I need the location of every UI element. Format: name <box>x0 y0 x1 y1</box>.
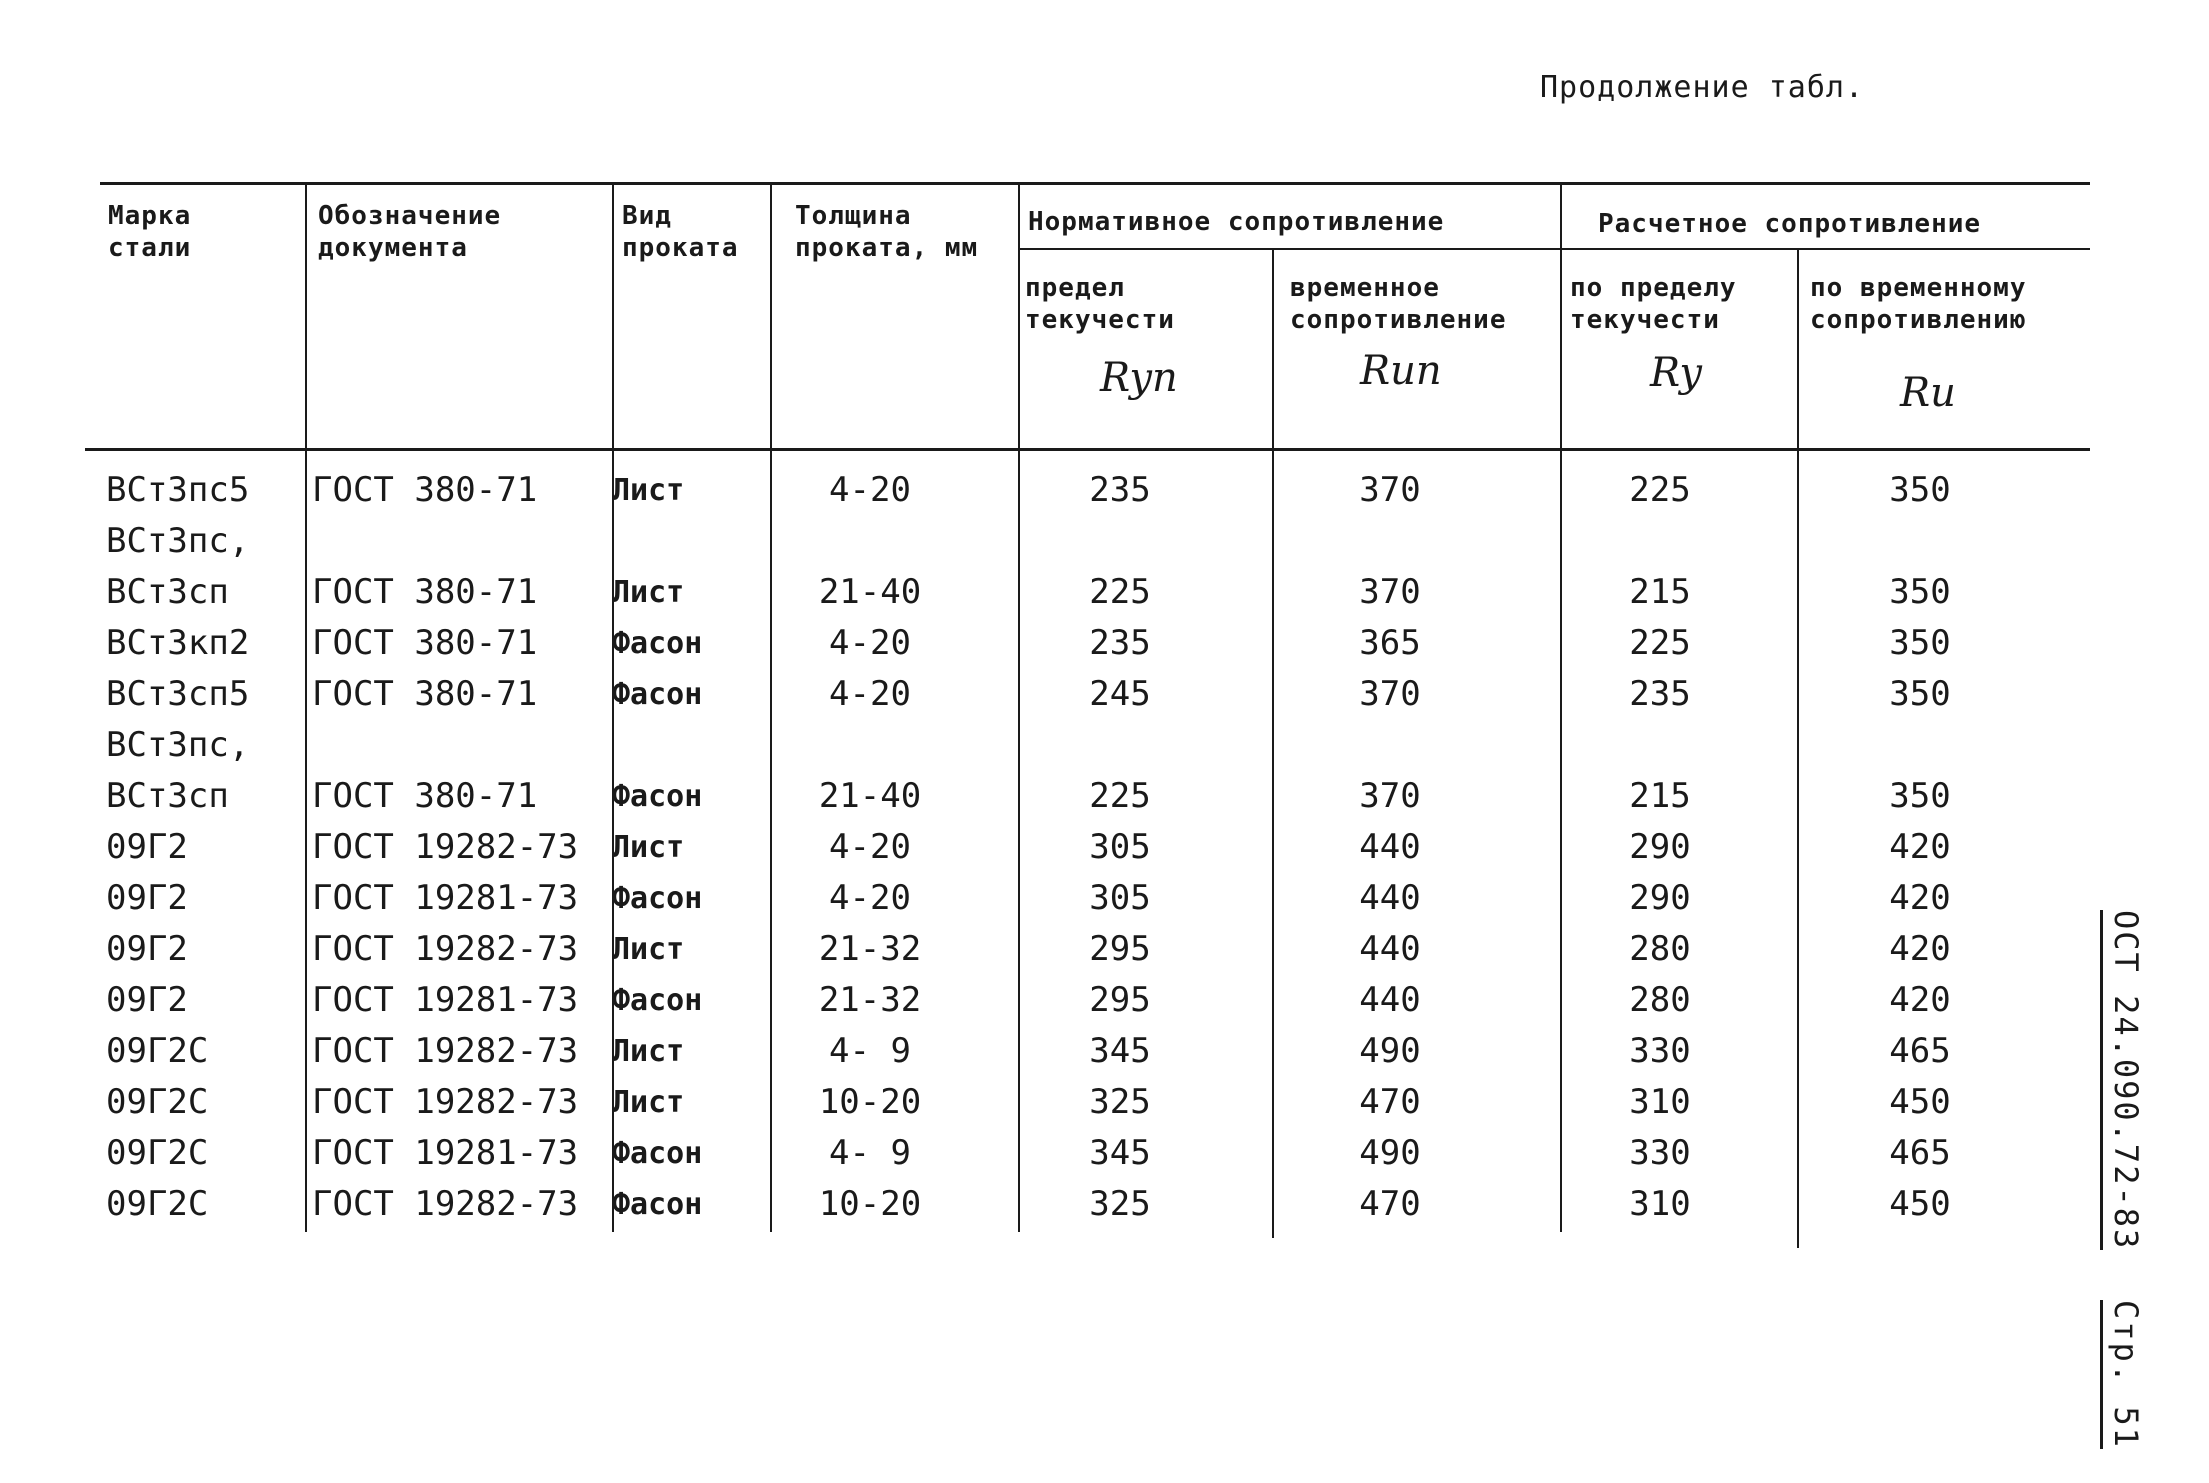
cell-ry: 330 <box>1629 1031 1691 1071</box>
cell-document: ГОСТ 19281-73 <box>312 980 579 1020</box>
cell-grade: 09Г2 <box>106 878 188 918</box>
cell-ru: 420 <box>1889 827 1951 867</box>
cell-ry: 225 <box>1629 623 1691 663</box>
cell-kind: Фасон <box>612 779 703 814</box>
cell-ry: 235 <box>1629 674 1691 714</box>
cell-document: ГОСТ 19282-73 <box>312 929 579 969</box>
cell-ry: 310 <box>1629 1082 1691 1122</box>
cell-grade: ВСт3пс, <box>106 725 250 765</box>
cell-run: 370 <box>1359 572 1421 612</box>
cell-kind: Лист <box>612 1034 685 1069</box>
header-thickness: Толщина проката, мм <box>795 201 979 263</box>
side-stamp <box>2100 910 2145 1450</box>
cell-thickness: 10-20 <box>818 1184 922 1224</box>
cell-ry: 310 <box>1629 1184 1691 1224</box>
cell-run: 490 <box>1359 1031 1421 1071</box>
cell-run: 370 <box>1359 674 1421 714</box>
cell-run: 440 <box>1359 827 1421 867</box>
cell-grade: 09Г2С <box>106 1184 209 1224</box>
cell-ryn: 235 <box>1089 623 1151 663</box>
cell-ryn: 345 <box>1089 1031 1151 1071</box>
cell-grade: ВСт3пс5 <box>106 470 250 510</box>
table-row <box>90 924 2090 975</box>
page-reference: Стр. 51 <box>2100 1300 2145 1449</box>
header-normative-temp: временное сопротивление <box>1290 273 1507 335</box>
cell-kind: Фасон <box>612 983 703 1018</box>
cell-ry: 330 <box>1629 1133 1691 1173</box>
cell-grade: ВСт3сп5 <box>106 674 250 714</box>
symbol-ry: Ry <box>1650 350 1703 396</box>
cell-grade: 09Г2С <box>106 1133 209 1173</box>
cell-kind: Фасон <box>612 1136 703 1171</box>
cell-ry: 280 <box>1629 980 1691 1020</box>
cell-ry: 290 <box>1629 878 1691 918</box>
cell-kind: Лист <box>612 932 685 967</box>
cell-ry: 280 <box>1629 929 1691 969</box>
cell-document: ГОСТ 380-71 <box>312 674 538 714</box>
cell-thickness: 4-20 <box>829 623 911 663</box>
cell-ru: 420 <box>1889 929 1951 969</box>
cell-run: 440 <box>1359 929 1421 969</box>
cell-run: 365 <box>1359 623 1421 663</box>
cell-grade: 09Г2 <box>106 929 188 969</box>
cell-ru: 465 <box>1889 1133 1951 1173</box>
cell-document: ГОСТ 19281-73 <box>312 1133 579 1173</box>
cell-grade: 09Г2С <box>106 1031 209 1071</box>
cell-kind: Лист <box>612 830 685 865</box>
header-design-yield: по пределу текучести <box>1570 273 1737 335</box>
cell-ryn: 345 <box>1089 1133 1151 1173</box>
cell-document: ГОСТ 380-71 <box>312 470 538 510</box>
cell-document: ГОСТ 380-71 <box>312 572 538 612</box>
cell-kind: Фасон <box>612 1187 703 1222</box>
cell-kind: Лист <box>612 1085 685 1120</box>
table-row <box>90 822 2090 873</box>
cell-ryn: 305 <box>1089 827 1151 867</box>
header-normative-group: Нормативное сопротивление <box>1028 207 1445 237</box>
cell-kind: Фасон <box>612 881 703 916</box>
table-row <box>90 1026 2090 1077</box>
symbol-run: Run <box>1360 348 1442 394</box>
cell-grade: ВСт3сп <box>106 776 229 816</box>
header-bottom-rule <box>85 448 2090 451</box>
cell-run: 470 <box>1359 1082 1421 1122</box>
cell-thickness: 4-20 <box>829 827 911 867</box>
cell-ryn: 225 <box>1089 776 1151 816</box>
cell-ru: 350 <box>1889 674 1951 714</box>
cell-run: 440 <box>1359 878 1421 918</box>
cell-ru: 350 <box>1889 572 1951 612</box>
cell-document: ГОСТ 19282-73 <box>312 1031 579 1071</box>
cell-ryn: 225 <box>1089 572 1151 612</box>
cell-ryn: 295 <box>1089 980 1151 1020</box>
cell-thickness: 4-20 <box>829 470 911 510</box>
cell-ry: 290 <box>1629 827 1691 867</box>
table-row <box>90 873 2090 924</box>
cell-ryn: 325 <box>1089 1082 1151 1122</box>
table-row <box>90 516 2090 567</box>
cell-document: ГОСТ 19282-73 <box>312 827 579 867</box>
table-row <box>90 771 2090 822</box>
table-row <box>90 465 2090 516</box>
cell-ru: 450 <box>1889 1184 1951 1224</box>
cell-document: ГОСТ 380-71 <box>312 776 538 816</box>
table-row <box>90 1179 2090 1230</box>
cell-kind: Лист <box>612 575 685 610</box>
cell-kind: Фасон <box>612 626 703 661</box>
table-top-rule <box>100 182 2090 185</box>
cell-thickness: 21-32 <box>818 980 922 1020</box>
header-document: Обозначение документа <box>318 201 502 263</box>
cell-run: 370 <box>1359 776 1421 816</box>
cell-grade: 09Г2 <box>106 980 188 1020</box>
table-row <box>90 1077 2090 1128</box>
cell-run: 490 <box>1359 1133 1421 1173</box>
cell-grade: ВСт3кп2 <box>106 623 250 663</box>
table-row <box>90 669 2090 720</box>
header-rolled-kind: Вид проката <box>622 201 739 263</box>
cell-run: 440 <box>1359 980 1421 1020</box>
cell-thickness: 10-20 <box>818 1082 922 1122</box>
cell-thickness: 21-32 <box>818 929 922 969</box>
cell-run: 470 <box>1359 1184 1421 1224</box>
cell-thickness: 4-20 <box>829 674 911 714</box>
header-grade: Марка стали <box>108 201 192 263</box>
continuation-label: Продолжение табл. <box>1540 70 1865 105</box>
cell-grade: 09Г2 <box>106 827 188 867</box>
cell-ru: 350 <box>1889 776 1951 816</box>
cell-ryn: 235 <box>1089 470 1151 510</box>
table-row <box>90 1128 2090 1179</box>
cell-ry: 215 <box>1629 776 1691 816</box>
cell-document: ГОСТ 19281-73 <box>312 878 579 918</box>
cell-thickness: 21-40 <box>818 776 922 816</box>
cell-thickness: 4- 9 <box>829 1133 911 1173</box>
header-subgroup-rule <box>1018 248 2090 250</box>
document-code: ОСТ 24.090.72-83 <box>2100 910 2145 1250</box>
cell-ryn: 325 <box>1089 1184 1151 1224</box>
header-design-temp: по временному сопротивлению <box>1810 273 2027 335</box>
cell-thickness: 4- 9 <box>829 1031 911 1071</box>
table-row <box>90 720 2090 771</box>
cell-ryn: 245 <box>1089 674 1151 714</box>
cell-grade: ВСт3сп <box>106 572 229 612</box>
cell-thickness: 21-40 <box>818 572 922 612</box>
cell-ry: 215 <box>1629 572 1691 612</box>
symbol-ryn: Ryn <box>1100 355 1178 401</box>
cell-grade: ВСт3пс, <box>106 521 250 561</box>
cell-ru: 465 <box>1889 1031 1951 1071</box>
cell-ru: 350 <box>1889 470 1951 510</box>
cell-ryn: 295 <box>1089 929 1151 969</box>
cell-ru: 420 <box>1889 878 1951 918</box>
cell-thickness: 4-20 <box>829 878 911 918</box>
cell-ry: 225 <box>1629 470 1691 510</box>
cell-run: 370 <box>1359 470 1421 510</box>
table-row <box>90 975 2090 1026</box>
header-design-group: Расчетное сопротивление <box>1598 209 1982 239</box>
cell-document: ГОСТ 19282-73 <box>312 1184 579 1224</box>
cell-kind: Лист <box>612 473 685 508</box>
cell-ru: 420 <box>1889 980 1951 1020</box>
header-normative-yield: предел текучести <box>1025 273 1175 335</box>
cell-grade: 09Г2С <box>106 1082 209 1122</box>
cell-kind: Фасон <box>612 677 703 712</box>
cell-ryn: 305 <box>1089 878 1151 918</box>
symbol-ru: Ru <box>1900 370 1956 416</box>
cell-document: ГОСТ 380-71 <box>312 623 538 663</box>
cell-ru: 450 <box>1889 1082 1951 1122</box>
table-row <box>90 618 2090 669</box>
cell-ru: 350 <box>1889 623 1951 663</box>
cell-document: ГОСТ 19282-73 <box>312 1082 579 1122</box>
table-row <box>90 567 2090 618</box>
